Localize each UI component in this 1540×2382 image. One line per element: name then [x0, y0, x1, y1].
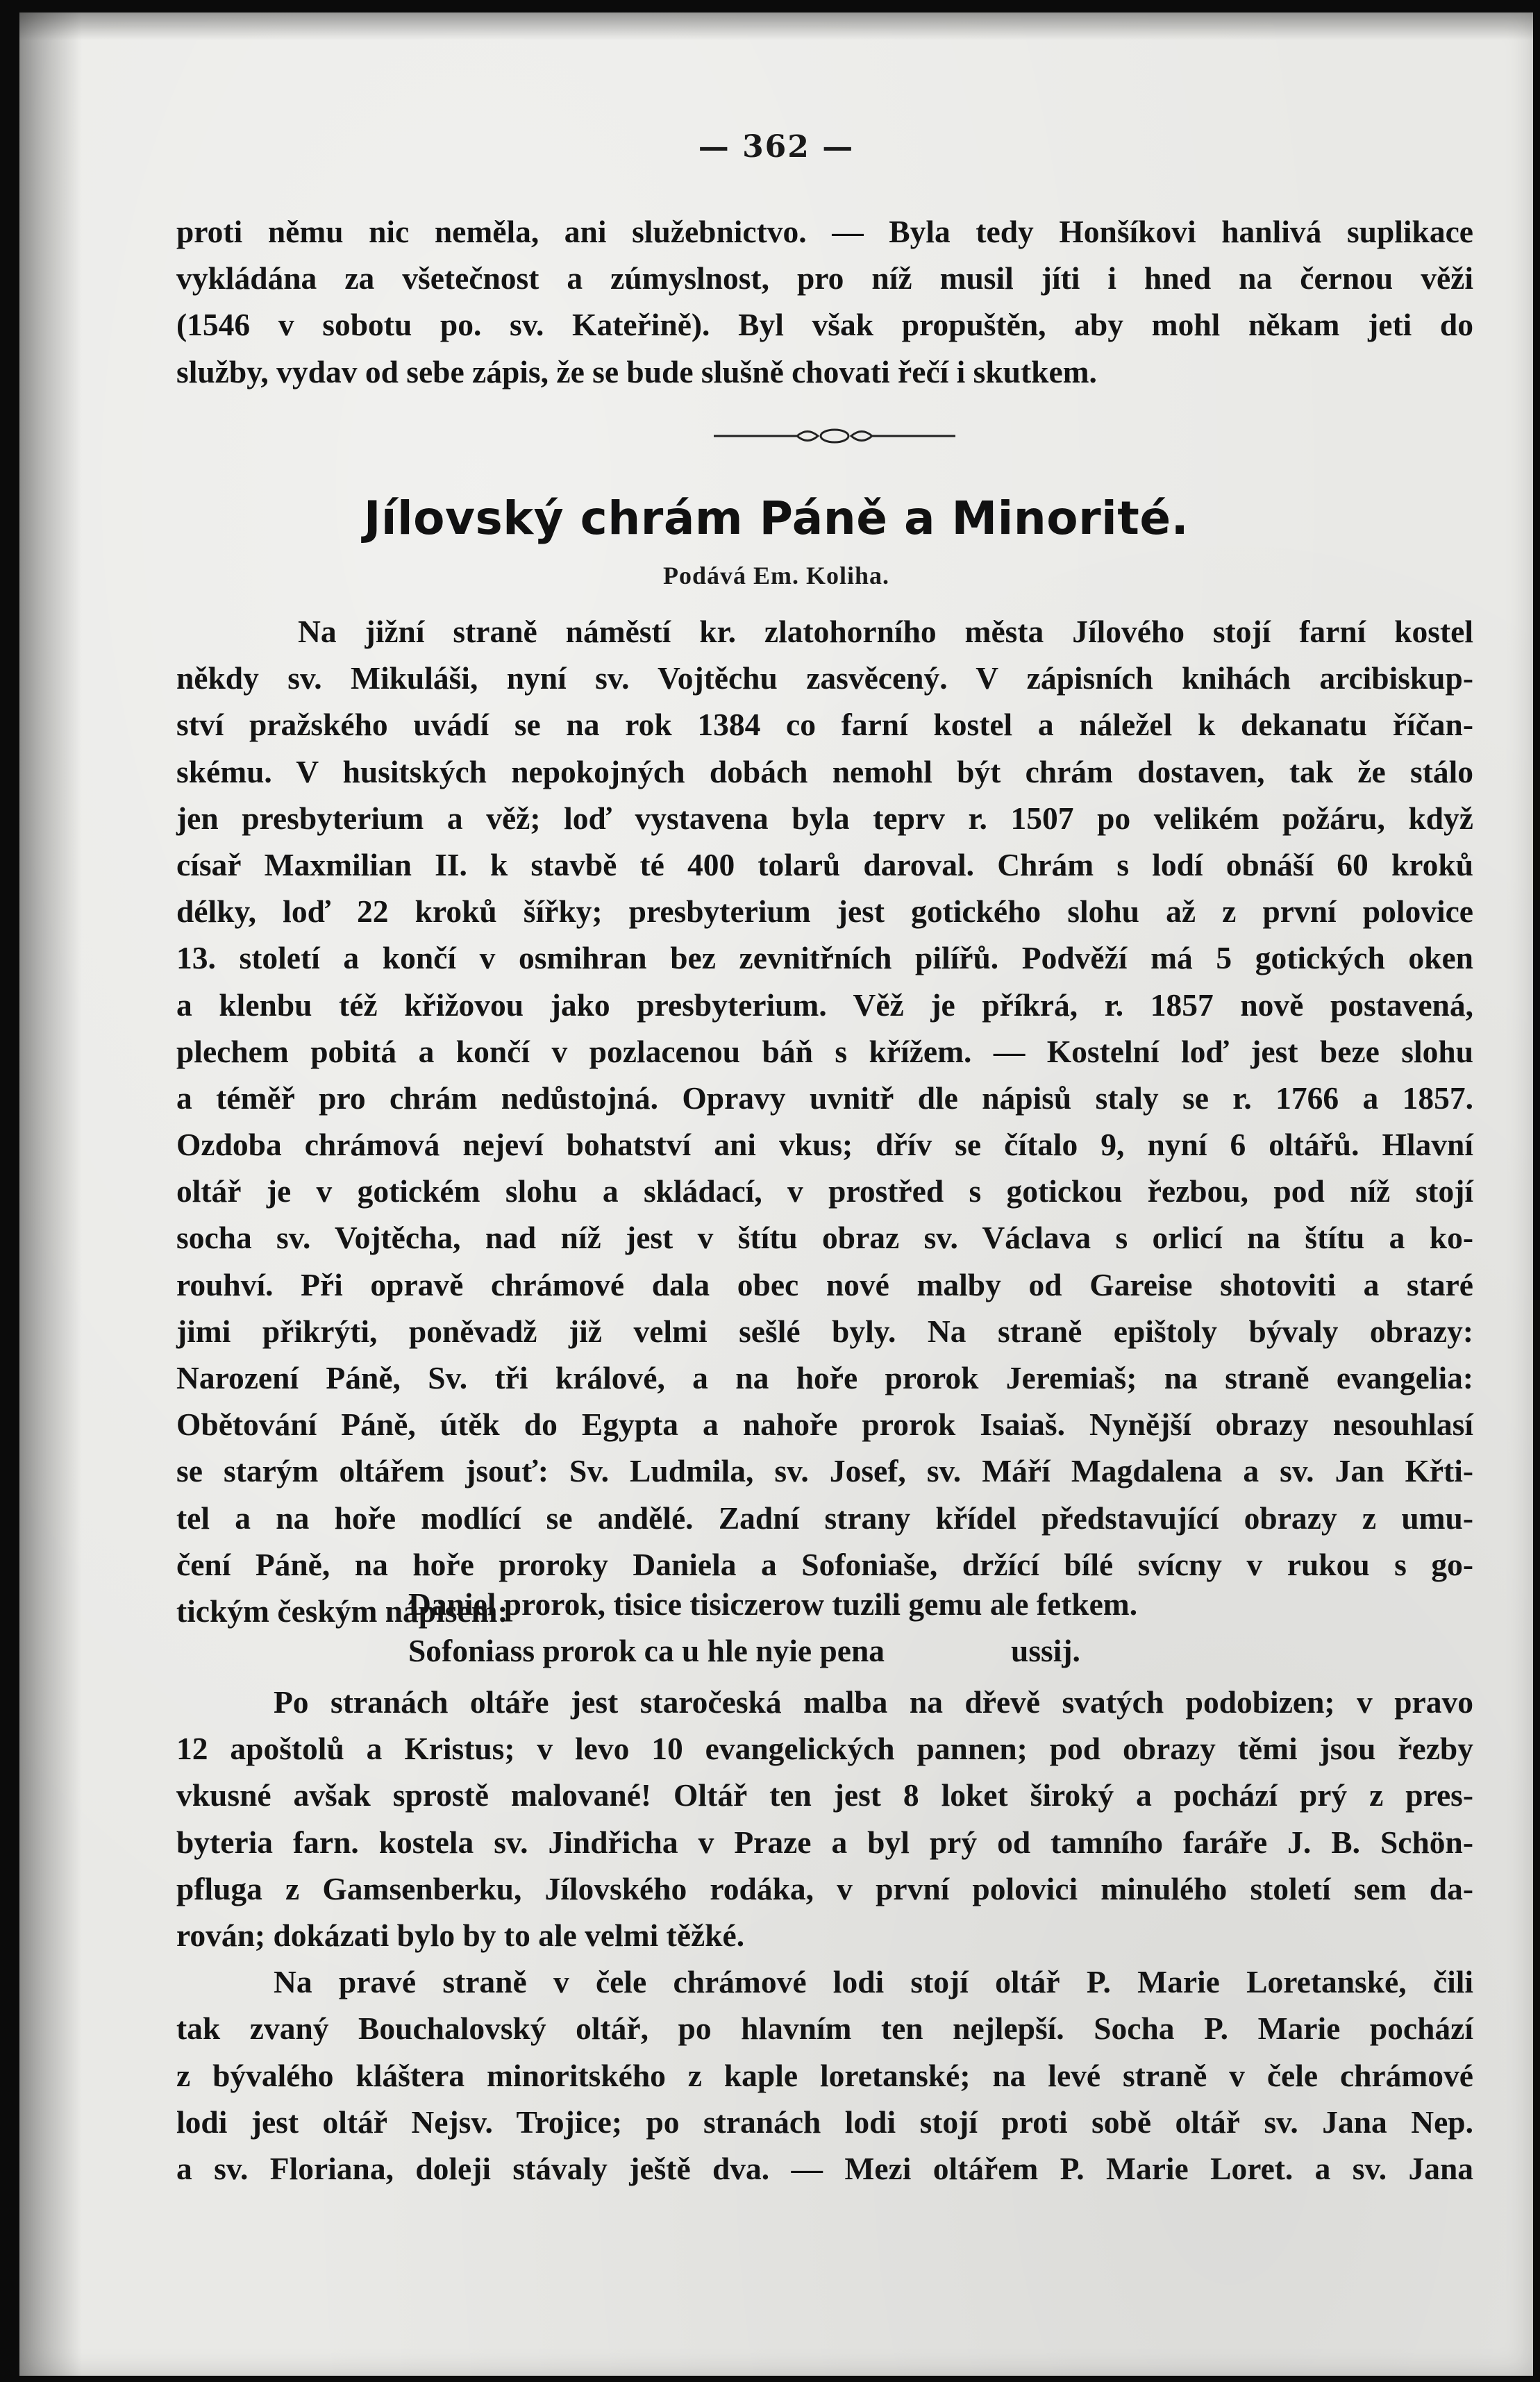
intro-paragraph	[176, 208, 1473, 395]
text-line: skému. V husitských nepokojných dobách nemohl být chrám dostaven, tak že stálo	[176, 753, 1473, 789]
text-line: oltář je v gotickém slohu a skládací, v prostřed s gotickou řezbou, pod níž stojí	[176, 1173, 1473, 1209]
text-line: 12 apoštolů a Kristus; v levo 10 evangelických pannen; pod obrazy těmi jsou řezby	[176, 1731, 1473, 1767]
text-line: se starým oltářem jsouť: Sv. Ludmila, sv. Josef, sv. Máří Magdalena a sv. Jan Křti-	[176, 1453, 1473, 1489]
text-line: vykládána za všetečnost a zúmyslnost, pro níž musil jíti i hned na černou věži	[176, 260, 1473, 296]
text-line: někdy sv. Mikuláši, nyní sv. Vojtěchu zasvěcený. V zápisních knihách arcibiskup-	[176, 660, 1473, 696]
text-line: Na pravé straně v čele chrámové lodi stojí oltář P. Marie Loretanské, čili	[274, 1964, 1473, 2000]
text-line: tak zvaný Bouchalovský oltář, po hlavním ten nejlepší. Socha P. Marie pochází	[176, 2011, 1473, 2047]
text-line: socha sv. Vojtěcha, nad níž jest v štítu obraz sv. Václava s orlicí na štítu a ko-	[176, 1220, 1473, 1256]
text-line: tickým českým nápisem:	[176, 1593, 508, 1629]
book-page	[19, 12, 1533, 2376]
text-line: rouhví. Při opravě chrámové dala obec nové malby od Gareise shotoviti a staré	[176, 1266, 1473, 1302]
text-line: a sv. Floriana, doleji stávaly ještě dva. — Mezi oltářem P. Marie Loret. a sv. Jana	[176, 2150, 1473, 2186]
text-line: Na jižní straně náměstí kr. zlatohorního města Jílového stojí farní kostel	[298, 614, 1473, 649]
text-line: a téměř pro chrám nedůstojná. Opravy uvnitř dle nápisů staly se r. 1766 a 1857.	[176, 1080, 1473, 1116]
text-line: pfluga z Gamsenberku, Jílovského rodáka, v první polovici minulého století sem da-	[176, 1870, 1473, 1906]
text-line: lodi jest oltář Nejsv. Trojice; po stranách lodi stojí proti sobě oltář sv. Jana Nep.	[176, 2104, 1473, 2140]
text-line: byteria farn. kostela sv. Jindřicha v Praze a byl prý od tamního faráře J. B. Schön-	[176, 1824, 1473, 1860]
text-line: Narození Páně, Sv. tři králové, a na hoře prorok Jeremiaš; na straně evangelia:	[176, 1360, 1473, 1395]
article-byline: Podává Em. Koliha.	[662, 562, 890, 589]
article-title: Jílovský chrám Páně a Minorité.	[363, 492, 1189, 545]
text-line: jen presbyterium a věž; loď vystavena byla teprv r. 1507 po velikém požáru, když	[176, 800, 1473, 836]
text-line: proti němu nic neměla, ani služebnictvo. — Byla tedy Honšíkovi hanlivá suplikace	[176, 214, 1473, 249]
text-line: vkusné avšak sprostě malované! Oltář ten jest 8 loket široký a pochází prý z pres-	[176, 1777, 1473, 1813]
body-paragraph-2	[176, 1679, 1473, 2192]
text-line: Ozdoba chrámová nejeví bohatství ani vkus; dřív se čítalo 9, nyní 6 oltářů. Hlavní	[176, 1127, 1473, 1163]
section-divider-ornament	[714, 426, 955, 446]
text-line: plechem pobitá a končí v pozlacenou báň s křížem. — Kostelní loď jest beze slohu	[176, 1033, 1473, 1069]
inscription-line: Daniel prorok, tisice tisiczerow tuzili gemu ale fetkem.	[408, 1586, 1138, 1622]
text-line: délky, loď 22 kroků šířky; presbyterium jest gotického slohu až z první polovice	[176, 894, 1473, 930]
text-line: jimi přikrýti, poněvadž již velmi sešlé byly. Na straně epištoly bývaly obrazy:	[176, 1313, 1473, 1349]
text-line: Obětování Páně, útěk do Egypta a nahoře prorok Isaiaš. Nynější obrazy nesouhlasí	[176, 1407, 1473, 1443]
top-edge-shadow	[19, 12, 1533, 40]
binding-shadow	[19, 12, 82, 2376]
text-line: služby, vydav od sebe zápis, že se bude slušně chovati řečí i skutkem.	[176, 353, 1097, 389]
text-line: (1546 v sobotu po. sv. Kateřině). Byl však propuštěn, aby mohl někam jeti do	[176, 307, 1473, 343]
text-line: ství pražského uvádí se na rok 1384 co farní kostel a náležel k dekanatu říčan-	[176, 707, 1473, 743]
inscription-line: Sofoniass prorok ca u hle nyie pena ussij.	[408, 1633, 1080, 1668]
text-line: Po stranách oltáře jest staročeská malba na dřevě svatých podobizen; v pravo	[274, 1684, 1473, 1720]
text-line: 13. století a končí v osmihran bez zevnitřních pilířů. Podvěží má 5 gotických oken	[176, 940, 1473, 976]
text-line: a klenbu též křižovou jako presbyterium. Věž je příkrá, r. 1857 nově postavená,	[176, 987, 1473, 1023]
text-line: z bývalého kláštera minoritského z kaple loretanské; na levé straně v čele chrámové	[176, 2057, 1473, 2093]
text-line: tel a na hoře modlící se andělé. Zadní strany křídel představující obrazy z umu-	[176, 1500, 1473, 1536]
body-paragraph-1	[176, 608, 1473, 1634]
page-number: — 362 —	[698, 129, 855, 165]
text-line: císař Maxmilian II. k stavbě té 400 tolarů daroval. Chrám s lodí obnáší 60 kroků	[176, 846, 1473, 882]
text-line: čení Páně, na hoře proroky Daniela a Sofoniaše, držící bílé svícny v rukou s go-	[176, 1546, 1473, 1582]
text-line: rován; dokázati bylo by to ale velmi těžké.	[176, 1917, 745, 1953]
